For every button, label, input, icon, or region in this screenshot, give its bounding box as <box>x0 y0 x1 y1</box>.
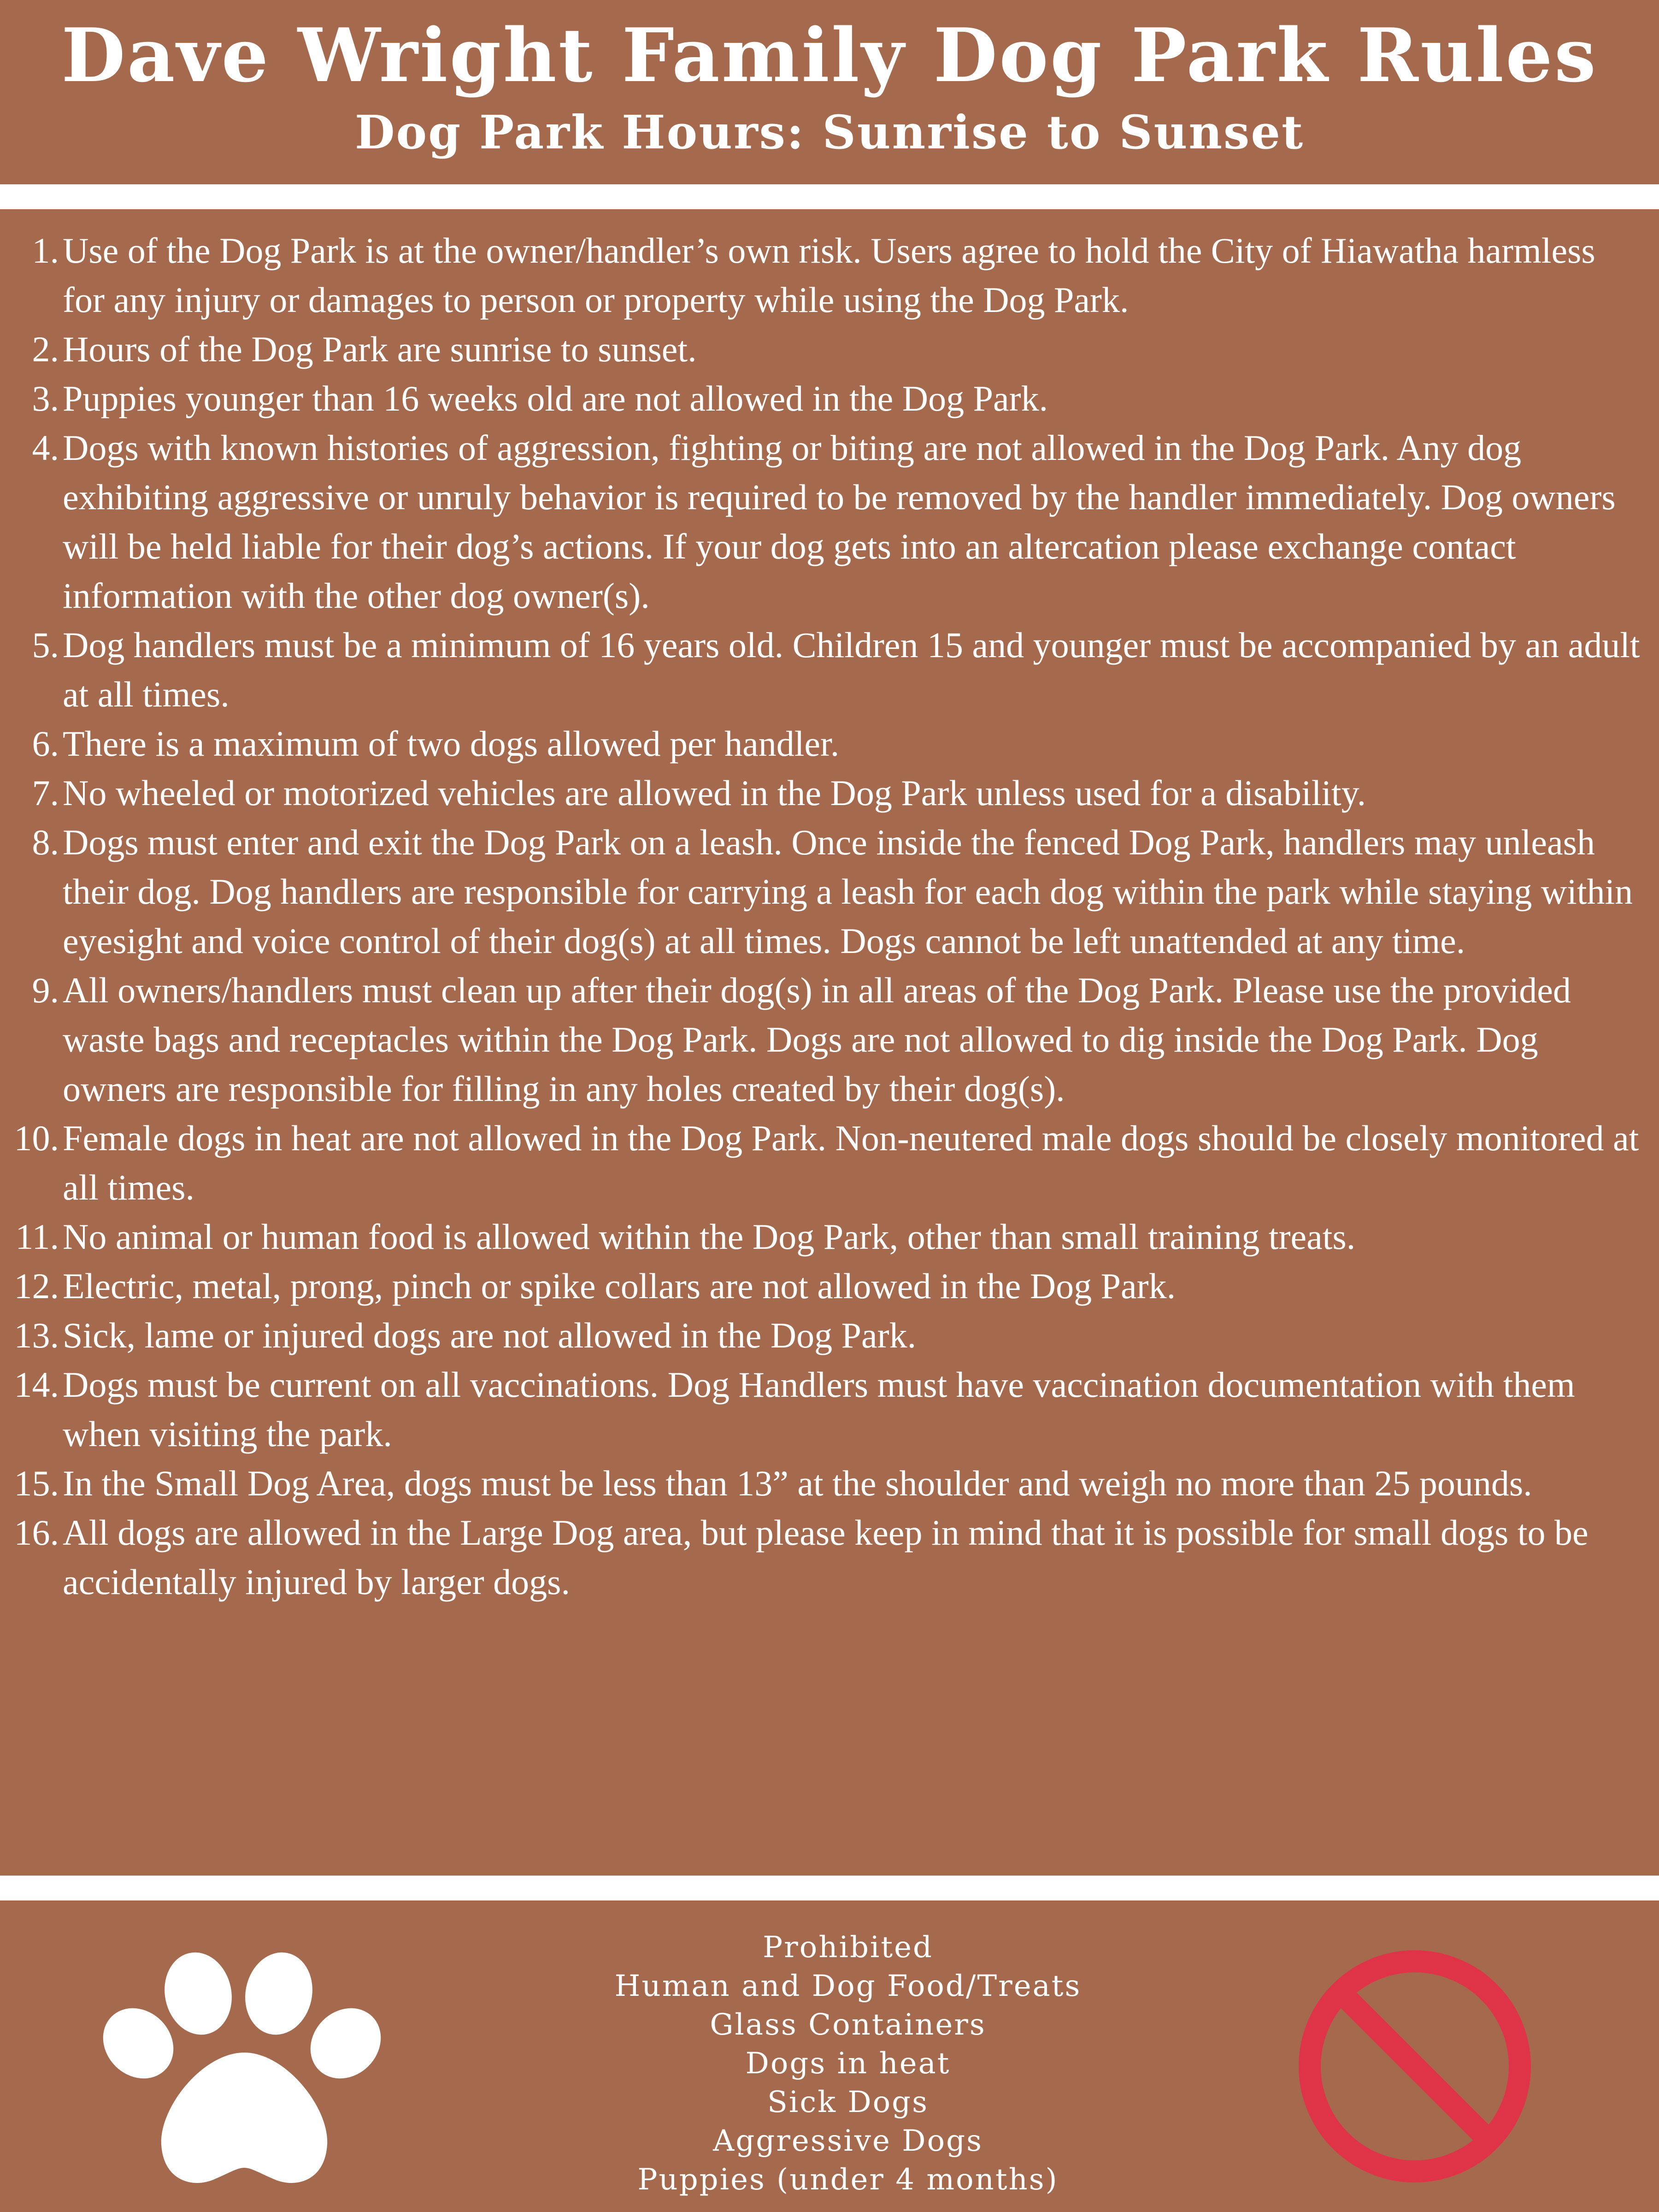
rule-number: 1. <box>32 230 59 271</box>
footer <box>0 1900 1659 2212</box>
rule-number: 8. <box>32 822 59 862</box>
rule-number: 2. <box>32 329 59 369</box>
rule-item-4 <box>14 423 1645 620</box>
rule-item-15 <box>14 1459 1645 1508</box>
prohibited-item: Human and Dog Food/Treats <box>614 1969 1082 2003</box>
rule-number: 6. <box>32 724 59 764</box>
rule-item-5 <box>14 620 1645 719</box>
bottom-divider <box>0 1876 1659 1900</box>
rule-number: 16. <box>14 1512 59 1553</box>
rule-text: Dog handlers must be a minimum of 16 years old. Children 15 and younger must be accompanied by an adult at all times. <box>63 625 1640 714</box>
prohibited-item: Sick Dogs <box>767 2085 929 2119</box>
rule-item-8 <box>14 818 1645 965</box>
prohibited-item: Dogs in heat <box>745 2047 951 2081</box>
rule-number: 11. <box>15 1217 59 1257</box>
rule-text: All owners/handlers must clean up after their dog(s) in all areas of the Dog Park. Please use the provided waste bags and receptacles within the Dog Park. Dogs are not allowed to dig inside the Dog Park. Dog owners are responsible for filling in any holes created by their dog(s). <box>63 970 1571 1109</box>
rule-text: All dogs are allowed in the Large Dog area, but please keep in mind that it is possible for small dogs to be accidentally injured by larger dogs. <box>63 1512 1588 1602</box>
rule-number: 5. <box>32 625 59 665</box>
rule-text: Use of the Dog Park is at the owner/handler’s own risk. Users agree to hold the City of Hiawatha harmless for any injury or damages to person or property while using the Dog Park. <box>63 230 1595 320</box>
rule-text: There is a maximum of two dogs allowed per handler. <box>63 724 840 764</box>
rule-text: In the Small Dog Area, dogs must be less than 13” at the shoulder and weigh no more than 25 pounds. <box>63 1463 1532 1503</box>
rule-text: Puppies younger than 16 weeks old are not allowed in the Dog Park. <box>63 378 1048 418</box>
prohibited-list <box>507 1928 1189 2199</box>
rule-number: 13. <box>14 1315 59 1355</box>
rule-item-13 <box>14 1311 1645 1360</box>
rule-text: Dogs must be current on all vaccinations. Dog Handlers must have vaccination documentation with them when visiting the park. <box>63 1365 1575 1454</box>
top-divider <box>0 184 1659 209</box>
rule-number: 12. <box>14 1266 59 1306</box>
rule-item-11 <box>14 1212 1645 1261</box>
prohibited-heading: Prohibited <box>763 1930 933 1965</box>
rule-text: No wheeled or motorized vehicles are allowed in the Dog Park unless used for a disability. <box>63 773 1366 813</box>
prohibited-item: Puppies (under 4 months) <box>637 2163 1059 2197</box>
rule-item-12 <box>14 1261 1645 1311</box>
rule-number: 9. <box>32 970 59 1010</box>
rule-item-6 <box>14 719 1645 768</box>
rule-item-10 <box>14 1113 1645 1212</box>
rule-number: 10. <box>14 1118 59 1158</box>
rule-number: 3. <box>32 378 59 418</box>
prohibited-item: Glass Containers <box>710 2008 986 2042</box>
rule-text: Female dogs in heat are not allowed in the Dog Park. Non-neutered male dogs should be closely monitored at all times. <box>63 1118 1639 1207</box>
prohibited-sign-icon <box>1290 1942 1539 2191</box>
rule-text: Dogs must enter and exit the Dog Park on a leash. Once inside the fenced Dog Park, handlers may unleash their dog. Dog handlers are responsible for carrying a leash for each dog within the park while staying within eyesight and voice control of their dog(s) at all times. Dogs cannot be left unattended at any time. <box>63 822 1633 961</box>
paw-print-icon <box>97 1951 392 2191</box>
rule-item-3 <box>14 374 1645 423</box>
rule-item-2 <box>14 324 1645 374</box>
page-title: Dave Wright Family Dog Park Rules <box>61 12 1598 99</box>
rule-text: Sick, lame or injured dogs are not allowed in the Dog Park. <box>63 1315 917 1355</box>
rule-item-9 <box>14 965 1645 1113</box>
rule-text: No animal or human food is allowed within the Dog Park, other than small training treats. <box>63 1217 1356 1257</box>
rule-number: 4. <box>32 428 59 468</box>
page-subtitle: Dog Park Hours: Sunrise to Sunset <box>354 105 1305 159</box>
rule-text: Hours of the Dog Park are sunrise to sunset. <box>63 329 697 369</box>
rule-number: 15. <box>14 1463 59 1503</box>
rule-text: Dogs with known histories of aggression, fighting or biting are not allowed in the Dog Park. Any dog exhibiting aggressive or unruly behavior is required to be removed by the handler immediately. Dog owners will be held liable for their dog’s actions. If your dog gets into an altercation please exchange contact information with the other dog owner(s). <box>63 428 1616 616</box>
rule-item-1 <box>14 226 1645 324</box>
prohibited-item: Aggressive Dogs <box>713 2124 983 2158</box>
rule-text: Electric, metal, prong, pinch or spike collars are not allowed in the Dog Park. <box>63 1266 1176 1306</box>
rule-item-16 <box>14 1508 1645 1606</box>
rule-item-7 <box>14 768 1645 818</box>
rule-item-14 <box>14 1360 1645 1459</box>
rule-number: 14. <box>14 1365 59 1405</box>
rules-list <box>14 226 1645 1606</box>
rule-number: 7. <box>32 773 59 813</box>
header <box>0 0 1659 184</box>
